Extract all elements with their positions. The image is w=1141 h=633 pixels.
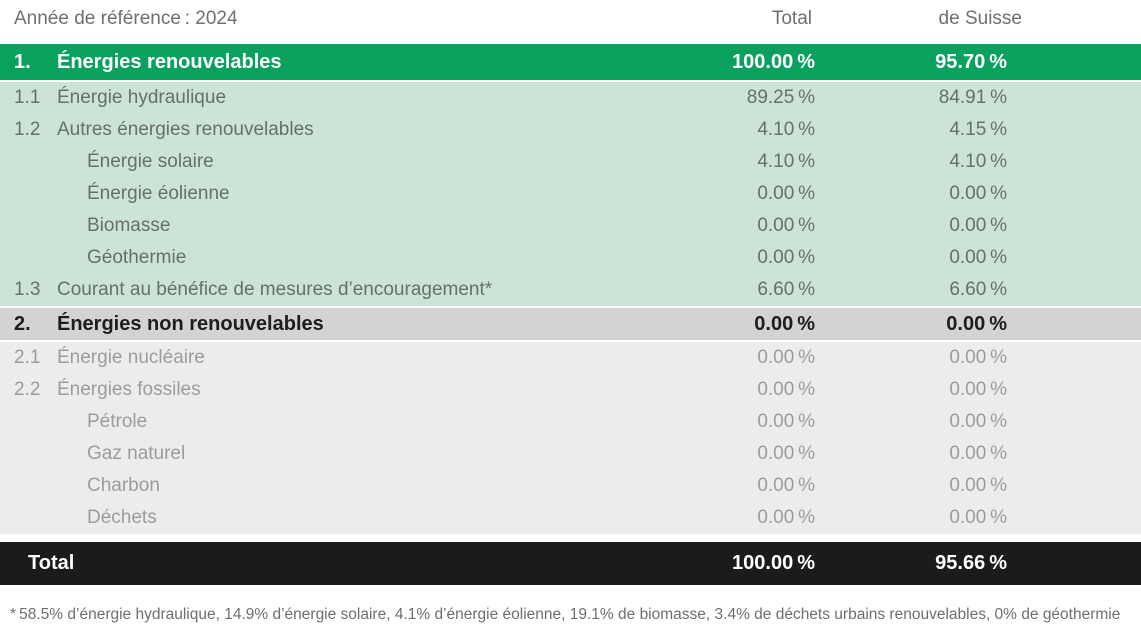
table-row-petrole [0,406,1141,438]
row-label: Géothermie [87,247,187,268]
row-label: Énergies fossiles [57,379,201,400]
reference-year-label: Année de référence : 2024 [14,8,238,29]
grand-total-total-value: 100.00 % [732,552,815,574]
table-row-gaz-naturel [0,438,1141,470]
row-label: Gaz naturel [87,443,186,464]
table-row-eolienne [0,178,1141,210]
row-total-value: 89.25 % [746,87,815,108]
table-row-solaire [0,146,1141,178]
row-label: Énergie éolienne [87,183,230,204]
row-total-value: 0.00 % [757,183,815,204]
table-row-encouragement [0,274,1141,306]
row-number: 1.2 [14,119,41,140]
table-row-nucleaire [0,342,1141,374]
row-total-value: 0.00 % [757,215,815,236]
row-suisse-value: 0.00 % [949,183,1007,204]
row-label: Charbon [87,475,160,496]
table-row-charbon [0,470,1141,502]
row-suisse-value: 0.00 % [949,475,1007,496]
row-suisse-value: 84.91 % [938,87,1007,108]
row-label: Énergie solaire [87,151,214,172]
row-total-value: 4.10 % [757,151,815,172]
row-label: Énergie nucléaire [57,347,205,368]
section-number: 1. [14,50,31,73]
section-total-value: 100.00 % [732,50,815,73]
row-label: Courant au bénéfice de mesures d’encouragement* [57,279,493,300]
grand-total-row [0,542,1141,585]
table-row-dechets [0,502,1141,534]
row-total-value: 0.00 % [757,247,815,268]
table-row-autres-renouvelables [0,114,1141,146]
row-suisse-value: 4.15 % [949,119,1007,140]
row-label: Biomasse [87,215,171,236]
row-number: 1.3 [14,279,41,300]
column-header-total: Total [771,8,812,29]
section-suisse-value: 0.00 % [946,312,1007,335]
row-total-value: 0.00 % [757,379,815,400]
row-label: Énergie hydraulique [57,87,227,108]
column-header-de-suisse: de Suisse [938,8,1022,29]
row-suisse-value: 0.00 % [949,507,1007,528]
row-total-value: 0.00 % [757,475,815,496]
footnote: * 58.5% d’énergie hydraulique, 14.9% d’énergie solaire, 4.1% d’énergie éolienne, 19.1% de biomasse, 3.4% de déchets urbains renouvelables, 0% de géothermie [10,606,1121,623]
grand-total-label: Total [28,552,75,574]
row-suisse-value: 0.00 % [949,443,1007,464]
row-suisse-value: 0.00 % [949,379,1007,400]
row-total-value: 0.00 % [757,347,815,368]
row-number: 2.1 [14,347,41,368]
section-header-non-renewables [0,308,1141,340]
row-number: 2.2 [14,379,41,400]
row-total-value: 0.00 % [757,443,815,464]
row-suisse-value: 0.00 % [949,411,1007,432]
section-total-value: 0.00 % [754,312,815,335]
table-header-row [0,0,1141,44]
non-renewables-rows [0,342,1141,534]
section-title: Énergies renouvelables [57,50,282,73]
table-row-hydraulique [0,82,1141,114]
section-number: 2. [14,312,31,335]
row-total-value: 4.10 % [757,119,815,140]
row-total-value: 6.60 % [757,279,815,300]
grand-total-suisse-value: 95.66 % [935,552,1007,574]
table-row-biomasse [0,210,1141,242]
table-row-geothermie [0,242,1141,274]
row-label: Pétrole [87,411,148,432]
row-total-value: 0.00 % [757,411,815,432]
row-suisse-value: 0.00 % [949,247,1007,268]
row-suisse-value: 0.00 % [949,215,1007,236]
section-title: Énergies non renouvelables [57,312,324,335]
row-label: Autres énergies renouvelables [57,119,314,140]
row-number: 1.1 [14,87,41,108]
section-suisse-value: 95.70 % [935,50,1007,73]
row-suisse-value: 4.10 % [949,151,1007,172]
row-total-value: 0.00 % [757,507,815,528]
row-suisse-value: 0.00 % [949,347,1007,368]
row-suisse-value: 6.60 % [949,279,1007,300]
table-row-fossiles [0,374,1141,406]
section-header-renewables [0,44,1141,80]
row-label: Déchets [87,507,157,528]
renewables-rows [0,82,1141,306]
